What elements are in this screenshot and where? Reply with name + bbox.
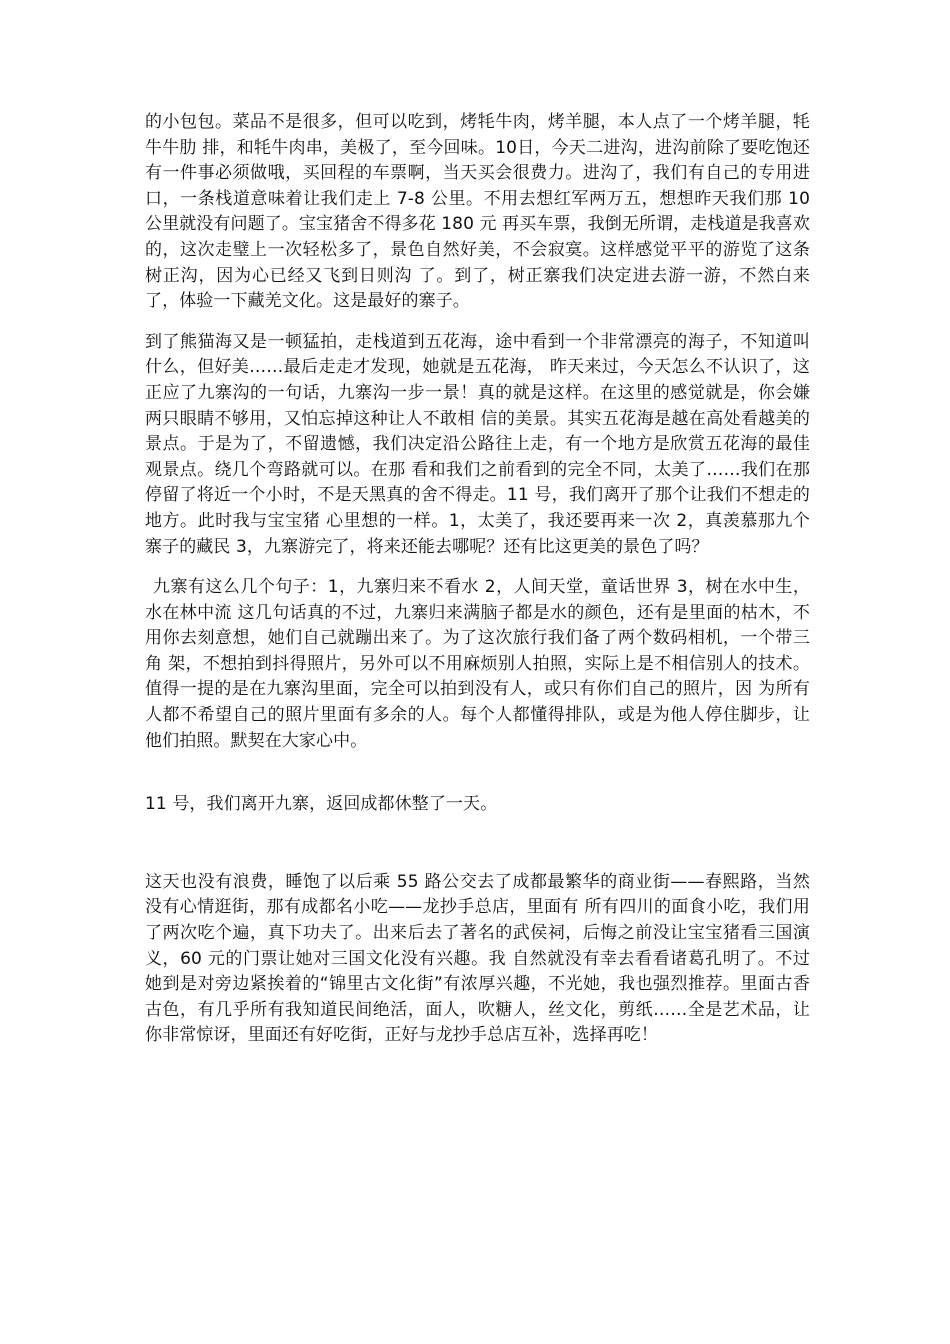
paragraph-5: 这天也没有浪费，睡饱了以后乘 55 路公交去了成都最繁华的商业街——春熙路，当然没有心情逛街，那有成都名小吃——龙抄手总店，里面有 所有四川的面食小吃，我们用了两次吃个遍，真下功夫了。出来后去了著名的武侯祠，后悔之前没让宝宝猪看三国演义，60 元的门票让她对三国文化没有兴趣。我 自然就没有幸去看看诸葛孔明了。不过她到是对旁边紧挨着的“锦里古文化街”有浓厚兴趣，不光她，我也强烈推荐。里面古香古色，有几乎所有我知道民间绝活，面人，吹糖人，丝文化，剪纸……全是艺术品，让你非常惊讶，里面还有好吃街，正好与龙抄手总店互补，选择再吃！ [145,871,810,1046]
paragraph-4: 11 号，我们离开九寨，返回成都休整了一天。 [145,794,498,815]
document-page [145,110,810,1049]
paragraph-2: 到了熊猫海又是一顿猛拍，走栈道到五花海，途中看到一个非常漂亮的海子，不知道叫什么，但好美……最后走走才发现，她就是五花海， 昨天来过，今天怎么不认识了，这正应了九寨沟的一句话，九寨沟一步一景！真的就是这样。在这里的感觉就是，你会嫌两只眼睛不够用，又怕忘掉这种让人不敢相 信的美景。其实五花海是越在高处看越美的景点。于是为了，不留遗憾，我们决定沿公路往上走，有一个地方是欣赏五花海的最佳观景点。绕几个弯路就可以。在那 看和我们之前看到的完全不同，太美了……我们在那停留了将近一个小时，不是天黑真的舍不得走。11 号，我们离开了那个让我们不想走的地方。此时我与宝宝猪 心里想的一样。1，太美了，我还要再来一次 2，真羡慕那九个寨子的藏民 3，九寨游完了，将来还能去哪呢？还有比这更美的景色了吗？ [145,331,810,557]
paragraph-3: 九寨有这么几个句子：1，九寨归来不看水 2，人间天堂，童话世界 3，树在水中生，水在林中流 这几句话真的不过，九寨归来满脑子都是水的颜色，还有是里面的枯木，不用你去刻意想，她们自己就蹦出来了。为了这次旅行我们备了两个数码相机，一个带三角 架，不想拍到抖得照片，另外可以不用麻烦别人拍照，实际上是不相信别人的技术。值得一提的是在九寨沟里面，完全可以拍到没有人，或只有你们自己的照片，因 为所有人都不希望自己的照片里面有多余的人。每个人都懂得排队，或是为他人停住脚步，让他们拍照。默契在大家心中。 [145,577,810,751]
paragraph-1: 的小包包。菜品不是很多，但可以吃到，烤牦牛肉，烤羊腿，本人点了一个烤羊腿，牦牛牛肋 排，和牦牛肉串，美极了，至今回味。10日，今天二进沟，进沟前除了要吃饱还有一件事必须做哦，买回程的车票啊，当天买会很费力。进沟了，我们有自己的专用进口，一条栈道意味着让我们走上 7-8 公里。不用去想红军两万五，想想昨天我们那 10 公里就没有问题了。宝宝猪舍不得多花 180 元 再买车票，我倒无所谓，走栈道是我喜欢的，这次走璧上一次轻松多了，景色自然好美，不会寂寞。这样感觉平平的游览了这条树正沟，因为心已经又飞到日则沟 了。到了，树正寨我们决定进去游一游，不然白来了，体验一下藏羌文化。这是最好的寨子。 [145,112,810,312]
